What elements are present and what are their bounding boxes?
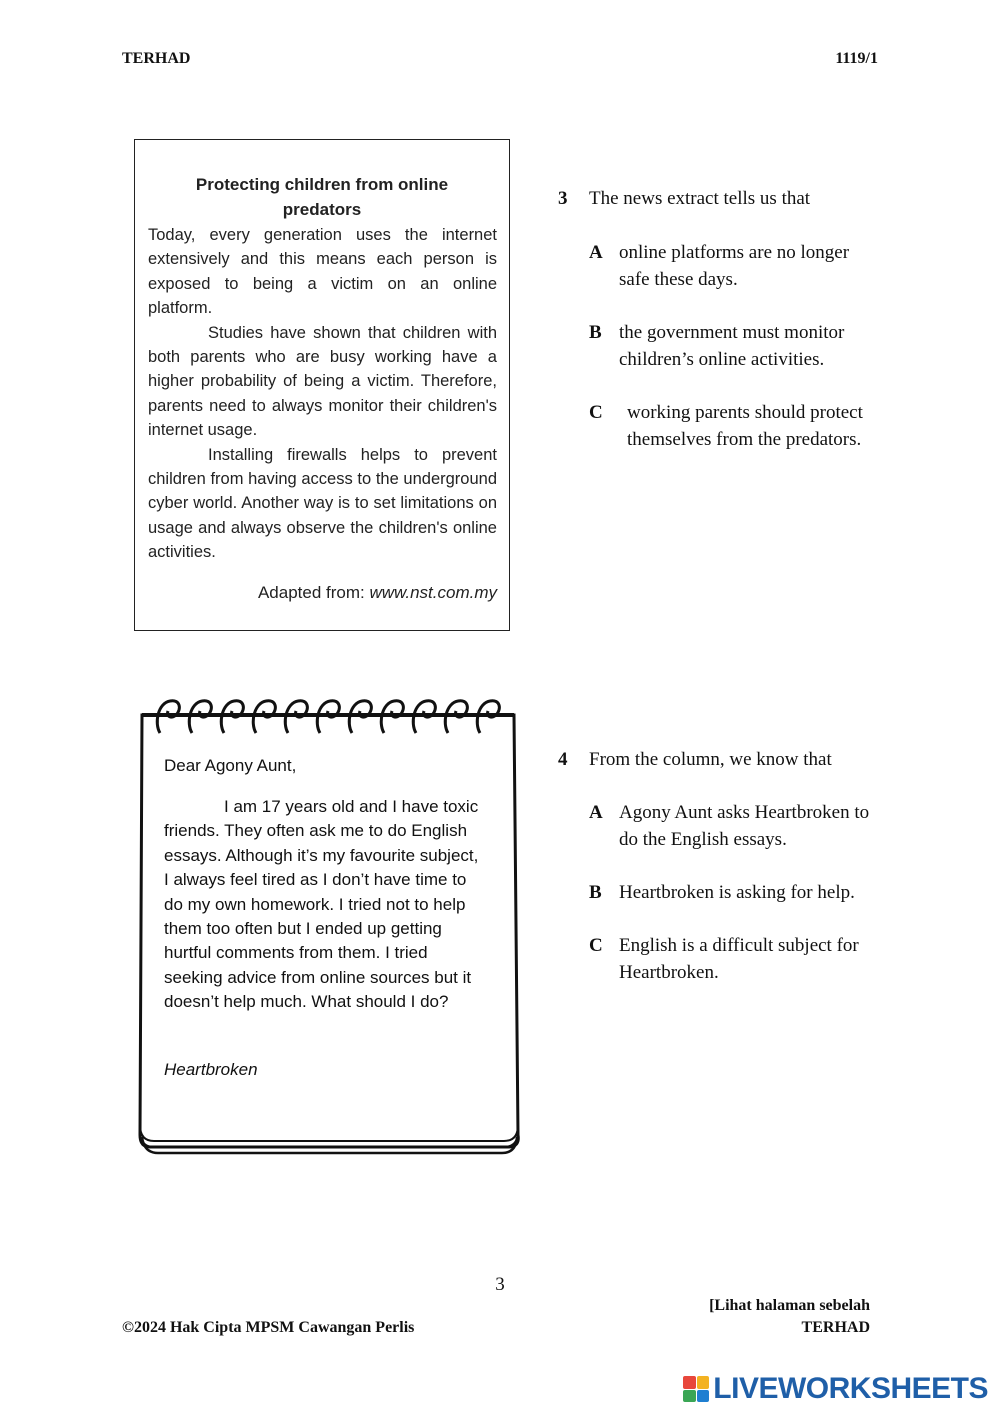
- option-text-c[interactable]: English is a difficult subject for Heartbroken.: [619, 935, 859, 983]
- letter-greeting: Dear Agony Aunt,: [164, 756, 297, 775]
- option-letter-a[interactable]: A: [589, 242, 603, 263]
- news-source-site: www.nst.com.my: [369, 583, 497, 602]
- option-text-b[interactable]: the government must monitor children’s online activities.: [619, 322, 845, 370]
- footer-classification: TERHAD: [801, 1319, 870, 1336]
- option-letter-b[interactable]: B: [589, 322, 602, 343]
- next-page-note: [Lihat halaman sebelah: [709, 1297, 870, 1314]
- option-text-c[interactable]: working parents should protect themselves from the predators.: [627, 402, 863, 450]
- brand-square: [697, 1376, 710, 1389]
- header-paper-code: 1119/1: [835, 50, 878, 67]
- option-letter-a[interactable]: A: [589, 802, 603, 823]
- question-stem: The news extract tells us that: [589, 188, 811, 209]
- question-number: 4: [558, 749, 568, 770]
- page-number: 3: [495, 1274, 505, 1295]
- news-body: [148, 223, 497, 565]
- question-stem: From the column, we know that: [589, 749, 832, 770]
- option-text-b[interactable]: Heartbroken is asking for help.: [619, 882, 855, 903]
- news-paragraph: Studies have shown that children with both parents who are busy working have a higher probability of being a victim. Therefore, parents need to always monitor their children's internet usage.: [148, 323, 497, 440]
- news-paragraph: Today, every generation uses the internet extensively and this means each person is exposed to being a victim on an online platform.: [148, 226, 497, 318]
- news-source-prefix: Adapted from:: [257, 583, 370, 602]
- news-title: Protecting children from online predators: [195, 175, 449, 219]
- news-source: [258, 583, 497, 603]
- news-extract-box: [134, 139, 510, 631]
- copyright: ©2024 Hak Cipta MPSM Cawangan Perlis: [122, 1319, 415, 1336]
- option-letter-b[interactable]: B: [589, 882, 602, 903]
- brand-square: [683, 1376, 696, 1389]
- option-letter-c[interactable]: C: [589, 402, 603, 423]
- option-text-a[interactable]: online platforms are no longer safe these days.: [619, 242, 850, 290]
- option-letter-c[interactable]: C: [589, 935, 603, 956]
- agony-aunt-notepad: [136, 695, 521, 1157]
- brand-square: [683, 1390, 696, 1403]
- letter-body: [164, 795, 486, 1015]
- brand-logo-icon: [683, 1376, 709, 1402]
- brand-square: [697, 1390, 710, 1403]
- letter-signature: Heartbroken: [164, 1060, 258, 1079]
- question-number: 3: [558, 188, 568, 209]
- news-paragraph: Installing firewalls helps to prevent children from having access to the underground cyber world. Another way is to set limitations on usage and always observe the children's online activities.: [148, 445, 497, 562]
- header-classification: TERHAD: [122, 50, 191, 67]
- liveworksheets-logo[interactable]: [683, 1372, 988, 1406]
- option-text-a[interactable]: Agony Aunt asks Heartbroken to do the English essays.: [619, 802, 870, 850]
- letter-body-text: I am 17 years old and I have toxic friends. They often ask me to do English essays. Although it’s my favourite subject, I always feel tired as I don’t have time to do my own homework. I tried not to help them too often but I ended up getting hurtful comments from them. I tried seeking advice from online sources but it doesn’t help much. What should I do?: [164, 797, 479, 1012]
- brand-name: LIVEWORKSHEETS: [713, 1372, 988, 1405]
